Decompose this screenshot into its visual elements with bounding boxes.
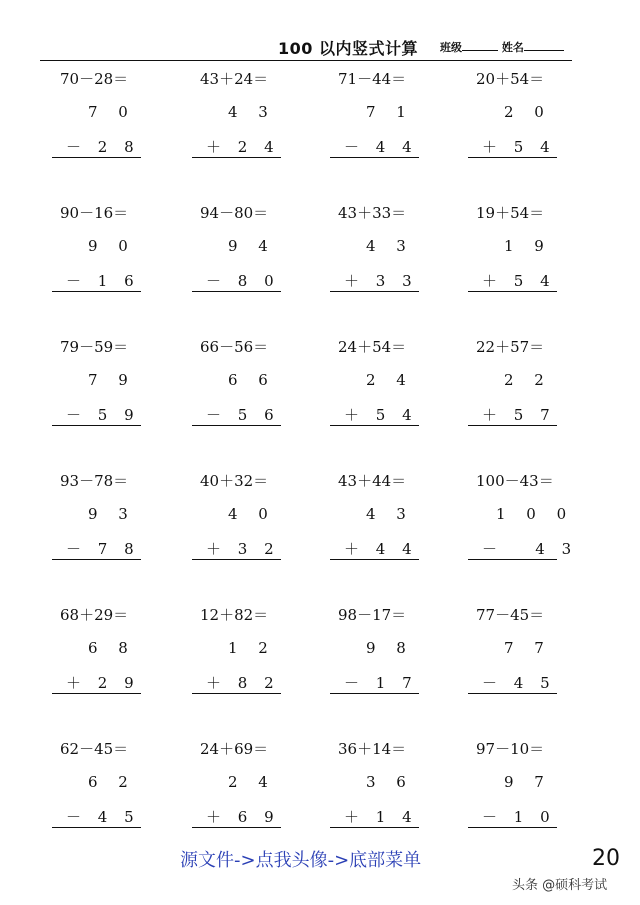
problem [456,196,606,330]
vertical-bottom-number: ＋ 6 9 [206,808,280,826]
problem [40,196,190,330]
vertical-bottom-number: － 5 6 [206,406,280,424]
answer-line[interactable] [192,827,281,828]
problem-row [0,598,640,732]
vertical-bottom-number: ＋ 4 4 [344,540,418,558]
answer-line[interactable] [330,291,419,292]
problem-equation: 94－80＝ [200,204,269,222]
vertical-bottom-number: ＋ 2 4 [206,138,280,156]
answer-line[interactable] [468,425,557,426]
source-file-link[interactable]: 源文件->点我头像->底部菜单 [180,850,422,871]
problem-equation: 71－44＝ [338,70,407,88]
vertical-bottom-number: － 4 4 [344,138,418,156]
class-label: 班级 [440,41,462,54]
answer-line[interactable] [52,827,141,828]
class-blank[interactable] [462,40,498,51]
problem-equation: 19＋54＝ [476,204,545,222]
problem [180,464,330,598]
problem-equation: 36＋14＝ [338,740,407,758]
answer-line[interactable] [52,693,141,694]
vertical-bottom-number: ＋ 3 2 [206,540,280,558]
problem [456,464,606,598]
problem-equation: 90－16＝ [60,204,129,222]
problem-equation: 62－45＝ [60,740,129,758]
problem [40,330,190,464]
problem-row [0,464,640,598]
problem-equation: 12＋82＝ [200,606,269,624]
problem-equation: 77－45＝ [476,606,545,624]
vertical-top-number: 7 7 [504,639,552,657]
vertical-top-number: 2 2 [504,371,552,389]
vertical-top-number: 9 8 [366,639,414,657]
problem-equation: 43＋44＝ [338,472,407,490]
problem-equation: 98－17＝ [338,606,407,624]
vertical-bottom-number: ＋ 2 9 [66,674,140,692]
answer-line[interactable] [192,425,281,426]
vertical-top-number: 6 2 [88,773,136,791]
vertical-top-number: 2 4 [228,773,276,791]
vertical-top-number: 9 3 [88,505,136,523]
problem [180,62,330,196]
problem [318,598,468,732]
vertical-top-number: 7 1 [366,103,414,121]
vertical-bottom-number: ＋ 8 2 [206,674,280,692]
vertical-top-number: 9 4 [228,237,276,255]
problem-equation: 43＋33＝ [338,204,407,222]
problem [40,732,190,866]
problem-row [0,62,640,196]
problem-equation: 43＋24＝ [200,70,269,88]
problem-equation: 93－78＝ [60,472,129,490]
worksheet-header [0,30,640,62]
problem-equation: 100－43＝ [476,472,554,490]
problem [456,330,606,464]
answer-line[interactable] [468,827,557,828]
vertical-bottom-number: － 4 3 [482,540,578,558]
vertical-top-number: 2 0 [504,103,552,121]
vertical-bottom-number: － 4 5 [66,808,140,826]
problem-equation: 68＋29＝ [60,606,129,624]
problem-equation: 79－59＝ [60,338,129,356]
problem [40,464,190,598]
problem [180,598,330,732]
problem-equation: 20＋54＝ [476,70,545,88]
problem [456,732,606,866]
vertical-top-number: 4 3 [366,237,414,255]
watermark: 头条 @硕科考试 [512,878,608,893]
problem-equation: 70－28＝ [60,70,129,88]
answer-line[interactable] [52,559,141,560]
problem [318,330,468,464]
vertical-top-number: 4 0 [228,505,276,523]
vertical-bottom-number: － 1 6 [66,272,140,290]
vertical-bottom-number: － 1 0 [482,808,556,826]
problem-equation: 24＋69＝ [200,740,269,758]
problem [318,62,468,196]
answer-line[interactable] [52,157,141,158]
answer-line[interactable] [192,693,281,694]
problem [180,196,330,330]
answer-line[interactable] [52,291,141,292]
problem-equation: 40＋32＝ [200,472,269,490]
answer-line[interactable] [330,693,419,694]
problem [456,62,606,196]
problem [180,330,330,464]
answer-line[interactable] [468,559,557,560]
vertical-top-number: 6 8 [88,639,136,657]
answer-line[interactable] [330,827,419,828]
vertical-top-number: 9 7 [504,773,552,791]
problem-equation: 24＋54＝ [338,338,407,356]
name-label: 姓名 [501,41,524,54]
vertical-top-number: 2 4 [366,371,414,389]
vertical-bottom-number: － 1 7 [344,674,418,692]
vertical-top-number: 1 0 0 [496,505,575,523]
answer-line[interactable] [330,425,419,426]
answer-line[interactable] [192,559,281,560]
problem-equation: 97－10＝ [476,740,545,758]
vertical-top-number: 3 6 [366,773,414,791]
problem-equation: 66－56＝ [200,338,269,356]
answer-line[interactable] [52,425,141,426]
vertical-bottom-number: － 4 5 [482,674,556,692]
vertical-top-number: 4 3 [366,505,414,523]
answer-line[interactable] [468,693,557,694]
problem [318,196,468,330]
vertical-bottom-number: ＋ 5 4 [344,406,418,424]
vertical-bottom-number: － 5 9 [66,406,140,424]
problem [40,598,190,732]
vertical-top-number: 1 9 [504,237,552,255]
problem [318,464,468,598]
vertical-bottom-number: ＋ 3 3 [344,272,418,290]
vertical-bottom-number: － 2 8 [66,138,140,156]
problem-row [0,330,640,464]
vertical-bottom-number: － 7 8 [66,540,140,558]
vertical-top-number: 4 3 [228,103,276,121]
vertical-bottom-number: ＋ 1 4 [344,808,418,826]
problem-equation: 22＋57＝ [476,338,545,356]
page-number: 20 [592,846,620,871]
answer-line[interactable] [468,291,557,292]
problem [40,62,190,196]
vertical-bottom-number: － 8 0 [206,272,280,290]
student-fields [440,39,564,55]
answer-line[interactable] [192,291,281,292]
problem [456,598,606,732]
vertical-top-number: 7 9 [88,371,136,389]
vertical-top-number: 6 6 [228,371,276,389]
header-divider [40,60,572,61]
vertical-bottom-number: ＋ 5 4 [482,138,556,156]
vertical-bottom-number: ＋ 5 7 [482,406,556,424]
worksheet-title: 100 以内竖式计算 [278,39,418,58]
vertical-top-number: 9 0 [88,237,136,255]
problem-row [0,196,640,330]
answer-line[interactable] [330,157,419,158]
answer-line[interactable] [192,157,281,158]
vertical-top-number: 1 2 [228,639,276,657]
answer-line[interactable] [330,559,419,560]
vertical-bottom-number: ＋ 5 4 [482,272,556,290]
name-blank[interactable] [524,40,564,51]
vertical-top-number: 7 0 [88,103,136,121]
answer-line[interactable] [468,157,557,158]
